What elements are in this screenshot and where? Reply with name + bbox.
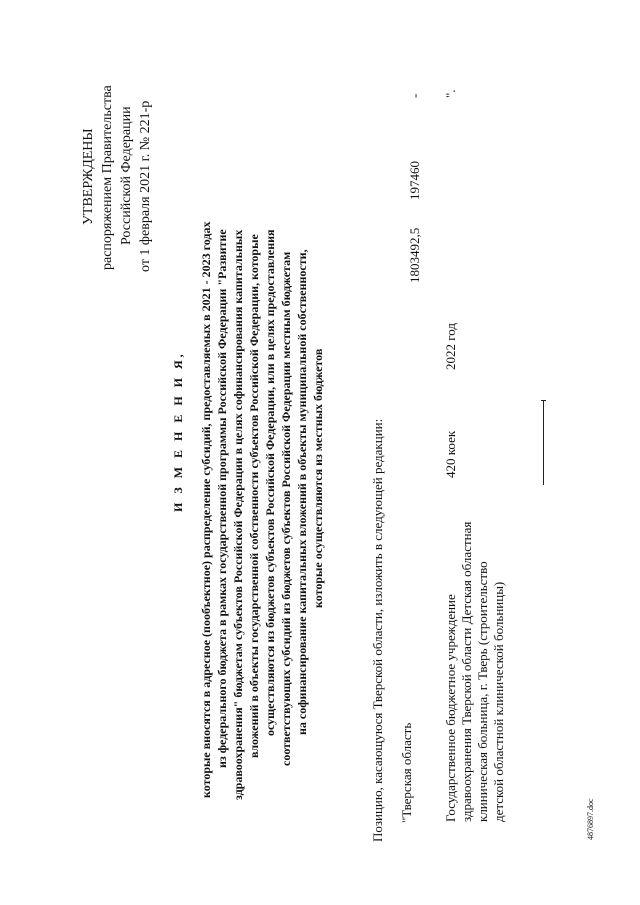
object-year: 2022 год: [443, 323, 458, 370]
region-amount-2: 197460: [407, 161, 422, 200]
intro-text: Позицию, касающуюся Тверской области, изложить в следующей редакции:: [370, 418, 385, 842]
object-closing-quote: ".: [443, 89, 458, 98]
title-line-7: на софинансирование капитальных вложений в объекты муниципальной собственности,: [295, 249, 309, 735]
approval-line-2: распоряжением Правительства: [100, 85, 115, 270]
title-line-4: вложений в объекты государственной собственности субъектов Российской Федерации, которые: [247, 234, 261, 758]
region-amount-1: 1803492,5: [407, 227, 422, 283]
footer-doc-ref: 4876897.doc: [586, 798, 595, 840]
object-line-4: детской областной клинической больницы): [491, 581, 506, 822]
object-line-2: здравоохранения Тверской области Детская областная: [459, 521, 474, 822]
document-heading: И З М Е Н Е Н И Я,: [171, 351, 185, 512]
object-line-1: Государственное бюджетное учреждение: [443, 594, 458, 822]
approval-line-3: Российской Федерации: [119, 106, 134, 245]
region-name: "Тверская область: [399, 722, 414, 823]
approval-line-1: УТВЕРЖДЕНЫ: [81, 128, 96, 225]
object-line-3: клиническая больница, г. Тверь (строительство: [475, 561, 490, 822]
object-capacity: 420 коек: [443, 430, 458, 478]
separator-mark: [541, 400, 546, 401]
title-line-2: из федерального бюджета в рамках государственной программы Российской Федерации "Развитие: [215, 229, 229, 768]
title-line-1: которые вносятся в адресное (пообъектное) распределение субсидий, предоставляемых в 2021 - 2023 годах: [199, 221, 213, 798]
title-line-6: соответствующих субсидий из бюджетов субъектов Российской Федерации местным бюджетам: [279, 251, 293, 766]
title-line-8: которые осуществляются из местных бюджетов: [311, 348, 325, 608]
title-line-5: осуществляются из бюджетов субъектов Российской Федерации, или в целях предоставления: [263, 229, 277, 736]
title-line-3: здравоохранения" бюджетам субъектов Российской Федерации в целях софинансирования капитальных: [231, 229, 245, 800]
approval-line-4: от 1 февраля 2021 г. № 221-р: [138, 100, 153, 272]
separator-rule: [543, 400, 544, 485]
region-amount-3: -: [407, 93, 422, 98]
